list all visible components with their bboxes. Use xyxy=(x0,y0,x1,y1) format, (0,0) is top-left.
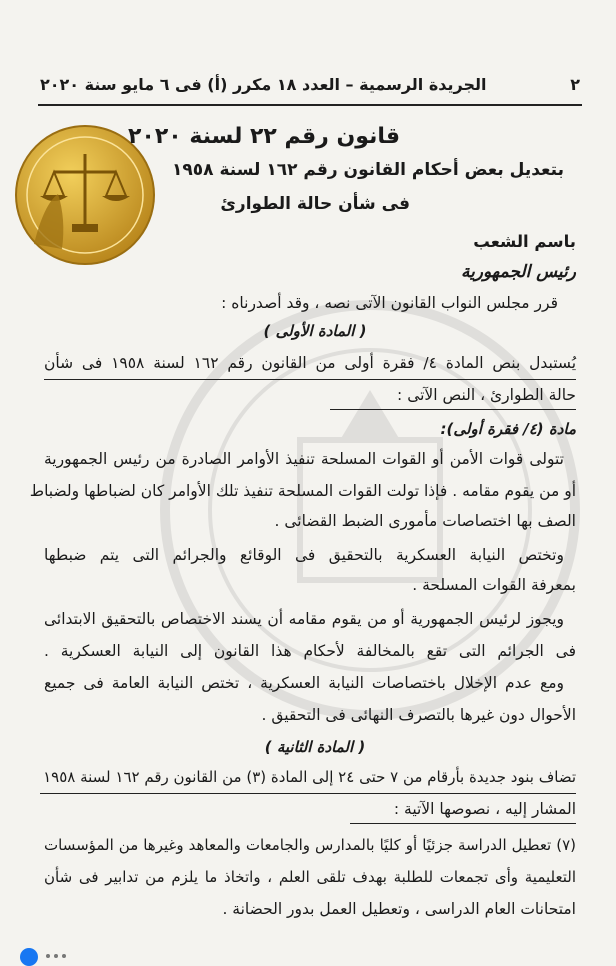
article-4-p3-line-1: ويجوز لرئيس الجمهورية أو من يقوم مقامه أن يسند الاختصاص بالتحقيق الابتدائى xyxy=(44,610,564,628)
article-2-line-2: المشار إليه ، نصوصها الآتية : xyxy=(393,800,576,818)
gazette-header xyxy=(40,70,580,98)
preamble-president: رئيس الجمهورية xyxy=(460,262,576,282)
article-4-p4-line-1: ومع عدم الإخلال باختصاصات النيابة العسكرية ، تختص النيابة العامة فى جميع xyxy=(44,674,564,692)
item-7-line-2: التعليمية وأى تجمعات للطلبة بهدف تلقى العلم ، واتخاذ ما يلزم من تدابير فى شأن xyxy=(44,868,576,886)
article-1-line-2: حالة الطوارئ ، النص الآتى : xyxy=(397,386,576,404)
article-4-p2-line-1: وتختص النيابة العسكرية بالتحقيق فى الوقائع والجرائم التى يتم ضبطها xyxy=(44,546,564,564)
article-4-heading: مادة (٤/ فقرة أولى): xyxy=(440,420,576,438)
article-2-underline xyxy=(40,793,576,794)
article-4-p3-line-2: فى الجرائم التى تقع بالمخالفة لأحكام هذا القانون إلى النيابة العسكرية . xyxy=(44,642,576,660)
article-1-line-1: يُستبدل بنص المادة ٤/ فقرة أولى من القانون رقم ١٦٢ لسنة ١٩٥٨ فى شأن xyxy=(44,354,577,372)
page-number: ٢ xyxy=(570,74,580,94)
preamble-decision: قرر مجلس النواب القانون الآتى نصه ، وقد أصدرناه : xyxy=(221,294,558,312)
article-1-underline xyxy=(44,379,576,380)
preamble-people: باسم الشعب xyxy=(473,232,576,251)
gazette-issue-line: الجريدة الرسمية – العدد ١٨ مكرر (أ) فى ٦ مايو سنة ٢٠٢٠ xyxy=(40,74,487,94)
article-4-p1-line-1: تتولى قوات الأمن أو القوات المسلحة تنفيذ الأوامر الصادرة من رئيس الجمهورية xyxy=(44,450,564,468)
more-dots-icon[interactable] xyxy=(46,954,66,958)
header-divider xyxy=(38,104,582,106)
law-topic: فى شأن حالة الطوارئ xyxy=(220,194,410,214)
article-2-underline-2 xyxy=(350,823,576,824)
article-1-heading: ( المادة الأولى ) xyxy=(263,322,367,340)
article-2-heading: ( المادة الثانية ) xyxy=(264,738,366,756)
article-4-p4-line-2: الأحوال دون غيرها بالتصرف النهائى فى التحقيق . xyxy=(261,706,576,724)
law-subject: بتعديل بعض أحكام القانون رقم ١٦٢ لسنة ١٩٥٨ xyxy=(172,160,564,180)
article-2-line-1: تضاف بنود جديدة بأرقام من ٧ حتى ٢٤ إلى المادة (٣) من القانون رقم ١٦٢ لسنة ١٩٥٨ xyxy=(43,768,576,786)
article-4-p1-line-2: أو من يقوم مقامه . فإذا تولت القوات المسلحة تنفيذ تلك الأوامر كان لضباطها ولضباط xyxy=(29,482,576,500)
article-1-underline-2 xyxy=(330,409,576,410)
law-title: قانون رقم ٢٢ لسنة ٢٠٢٠ xyxy=(127,124,400,149)
item-7-line-1: (٧) تعطيل الدراسة جزئيًا أو كليًا بالمدارس والجامعات والمعاهد وغيرها من المؤسسات xyxy=(44,836,576,854)
article-4-p1-line-3: الصف بها اختصاصات مأمورى الضبط القضائى . xyxy=(274,512,576,530)
item-7-line-3: امتحانات العام الدراسى ، وتعطيل العمل بدور الحضانة . xyxy=(222,900,576,918)
facebook-reaction-icon xyxy=(20,948,38,966)
article-4-p2-line-2: بمعرفة القوات المسلحة . xyxy=(412,576,576,594)
